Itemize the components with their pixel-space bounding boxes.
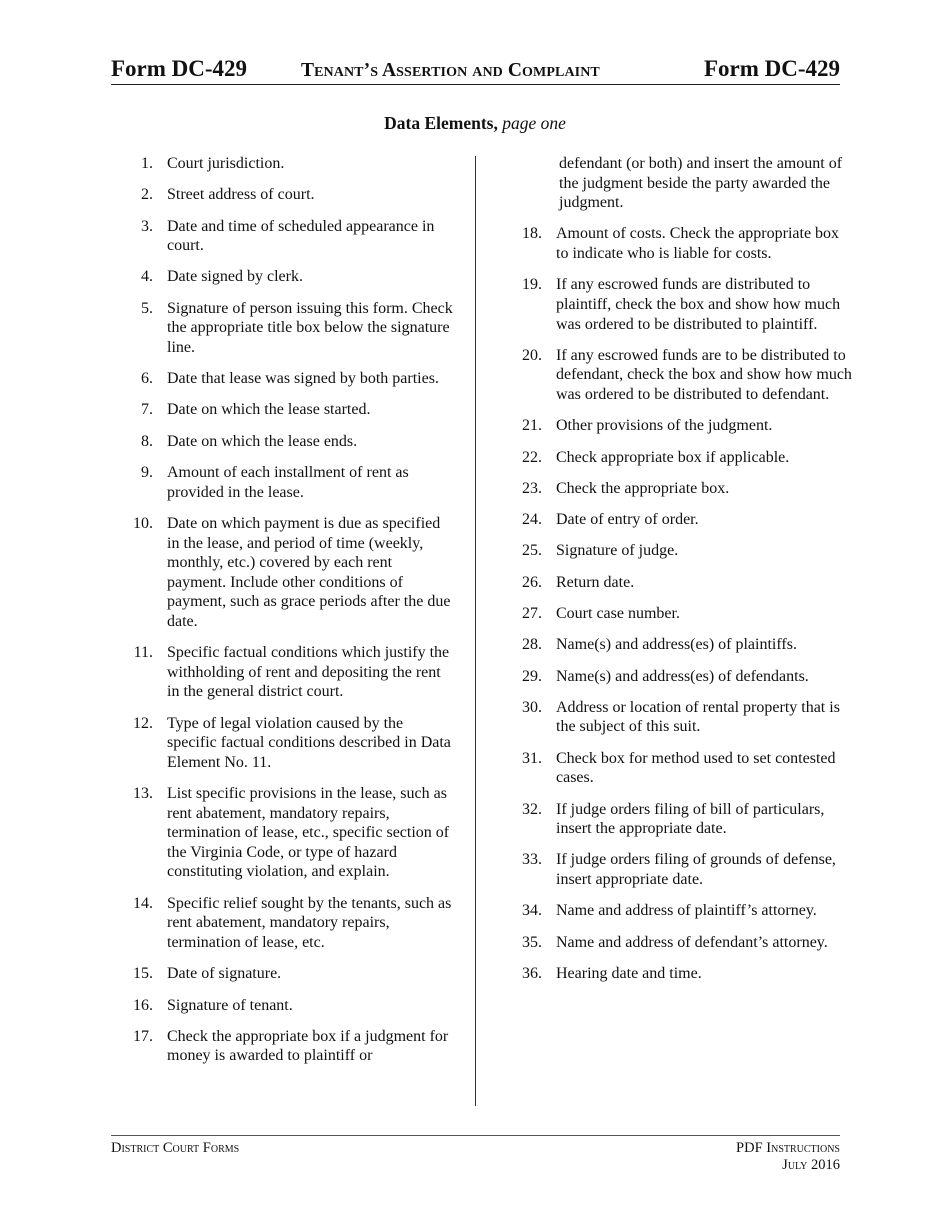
item-number: 15. bbox=[133, 965, 153, 983]
left-column bbox=[120, 154, 455, 1078]
item-number: 11. bbox=[133, 644, 153, 662]
footer-right bbox=[736, 1140, 840, 1174]
item-text: Amount of costs. Check the appropriate box to indicate who is liable for costs. bbox=[556, 225, 840, 263]
item-number: 16. bbox=[133, 996, 153, 1014]
item-text: Name and address of plaintiff’s attorney. bbox=[556, 902, 817, 920]
item-number: 2. bbox=[141, 186, 153, 204]
item-number: 4. bbox=[141, 268, 153, 286]
footer-right-line1: PDF Instructions bbox=[736, 1140, 840, 1156]
list-item bbox=[509, 933, 854, 953]
item-number: 9. bbox=[141, 464, 153, 482]
footer-right-line2: July 2016 bbox=[782, 1157, 840, 1173]
list-item bbox=[509, 275, 854, 334]
item-text: Name(s) and address(es) of plaintiffs. bbox=[556, 636, 797, 654]
form-title: Tenant’s Assertion and Complaint bbox=[301, 60, 600, 81]
item-number: 28. bbox=[522, 636, 542, 654]
footer-left: District Court Forms bbox=[111, 1140, 240, 1156]
item-text: Date on which the lease started. bbox=[167, 401, 371, 419]
item-number: 18. bbox=[522, 225, 542, 243]
item-text: If any escrowed funds are to be distributed to defendant, check the box and show how much was ordered to be distributed to defendant. bbox=[556, 346, 852, 403]
list-item bbox=[509, 346, 854, 405]
list-item bbox=[509, 573, 854, 593]
item-number: 19. bbox=[522, 276, 542, 294]
item-text: Signature of tenant. bbox=[167, 996, 293, 1014]
item-text: Other provisions of the judgment. bbox=[556, 417, 773, 435]
column-divider bbox=[475, 156, 476, 1106]
list-item bbox=[509, 667, 854, 687]
item-number: 36. bbox=[522, 964, 542, 982]
list-item bbox=[509, 510, 854, 530]
list-item bbox=[120, 185, 455, 205]
list-item bbox=[120, 299, 455, 358]
item-number: 30. bbox=[522, 698, 542, 716]
list-item bbox=[120, 514, 455, 632]
item-number: 33. bbox=[522, 851, 542, 869]
item-number: 14. bbox=[133, 894, 153, 912]
section-title-italic: page one bbox=[502, 113, 566, 133]
item-number: 22. bbox=[522, 448, 542, 466]
item-number: 20. bbox=[522, 346, 542, 364]
item-number: 34. bbox=[522, 902, 542, 920]
item-number: 12. bbox=[133, 714, 153, 732]
list-item bbox=[509, 448, 854, 468]
list-item bbox=[509, 850, 854, 889]
item-number: 3. bbox=[141, 217, 153, 235]
list-item bbox=[509, 749, 854, 788]
list-item bbox=[509, 541, 854, 561]
item-number: 32. bbox=[522, 800, 542, 818]
list-item bbox=[120, 784, 455, 882]
item-text: Check the appropriate box. bbox=[556, 479, 730, 497]
list-item bbox=[509, 698, 854, 737]
page-header bbox=[111, 56, 840, 85]
item-number: 5. bbox=[141, 299, 153, 317]
item-number: 1. bbox=[141, 155, 153, 172]
item-text: Court jurisdiction. bbox=[167, 155, 285, 172]
item-text: Specific factual conditions which justify the withholding of rent and depositing the rent in the general district court. bbox=[167, 644, 450, 701]
item-number: 13. bbox=[133, 785, 153, 803]
item-text: Check appropriate box if applicable. bbox=[556, 448, 790, 466]
list-item bbox=[120, 964, 455, 984]
item-text: Type of legal violation caused by the specific factual conditions described in Data Element No. 11. bbox=[167, 714, 451, 771]
list-item bbox=[509, 224, 854, 263]
item-text: Date signed by clerk. bbox=[167, 268, 303, 286]
list-item bbox=[120, 400, 455, 420]
section-title-bold: Data Elements, bbox=[384, 113, 498, 133]
item-number: 10. bbox=[133, 514, 153, 532]
item-text: Street address of court. bbox=[167, 186, 315, 204]
item-text: Name(s) and address(es) of defendants. bbox=[556, 667, 809, 685]
item-text: Hearing date and time. bbox=[556, 964, 702, 982]
item-number: 26. bbox=[522, 573, 542, 591]
item-number: 24. bbox=[522, 511, 542, 529]
item-number: 29. bbox=[522, 667, 542, 685]
item-number: 27. bbox=[522, 604, 542, 622]
item-text: If any escrowed funds are distributed to plaintiff, check the box and show how much was ordered to be distributed to plaintiff. bbox=[556, 276, 841, 333]
item-number: 35. bbox=[522, 933, 542, 951]
item-number: 21. bbox=[522, 417, 542, 435]
section-title bbox=[0, 112, 950, 134]
list-item bbox=[120, 217, 455, 256]
item-number: 31. bbox=[522, 749, 542, 767]
item-text: If judge orders filing of bill of particulars, insert the appropriate date. bbox=[556, 800, 825, 838]
list-item bbox=[120, 894, 455, 953]
item-number: 23. bbox=[522, 479, 542, 497]
list-item bbox=[509, 479, 854, 499]
form-number-left: Form DC-429 bbox=[111, 56, 248, 81]
item-text: Date on which payment is due as specified in the lease, and period of time (weekly, monthly, etc.) covered by each rent payment. Include other conditions of payment, such as grace periods after the due date. bbox=[167, 514, 451, 630]
item-text: Name and address of defendant’s attorney. bbox=[556, 933, 828, 951]
form-number-right: Form DC-429 bbox=[703, 56, 840, 81]
item-text: Signature of judge. bbox=[556, 542, 679, 560]
item-text: Date that lease was signed by both parties. bbox=[167, 370, 439, 388]
item-text: If judge orders filing of grounds of defense, insert appropriate date. bbox=[556, 851, 836, 889]
list-item bbox=[120, 154, 455, 174]
item-number: 7. bbox=[141, 401, 153, 419]
item-text: Address or location of rental property that is the subject of this suit. bbox=[556, 698, 840, 736]
item-text: Date of entry of order. bbox=[556, 511, 699, 529]
item-text: Court case number. bbox=[556, 604, 680, 622]
item-text: Date and time of scheduled appearance in court. bbox=[167, 217, 435, 255]
list-item bbox=[509, 416, 854, 436]
list-item bbox=[120, 432, 455, 452]
item-number: 8. bbox=[141, 432, 153, 450]
item-text: Date of signature. bbox=[167, 965, 282, 983]
list-item bbox=[509, 604, 854, 624]
list-item bbox=[120, 267, 455, 287]
right-data-element-list bbox=[509, 224, 854, 983]
list-item bbox=[509, 800, 854, 839]
item-17-continuation: defendant (or both) and insert the amount of the judgment beside the party awarded the judgment. bbox=[559, 155, 843, 212]
list-item bbox=[120, 714, 455, 773]
page-footer bbox=[111, 1135, 840, 1173]
list-item bbox=[509, 964, 854, 984]
item-text: List specific provisions in the lease, such as rent abatement, mandatory repairs, termination of lease, etc., specific section of the Virginia Code, or type of hazard constituting violation, and explain. bbox=[167, 785, 450, 881]
item-number: 25. bbox=[522, 542, 542, 560]
left-data-element-list bbox=[120, 154, 455, 1066]
list-item bbox=[120, 369, 455, 389]
list-item bbox=[509, 635, 854, 655]
item-text: Check the appropriate box if a judgment for money is awarded to plaintiff or bbox=[167, 1027, 449, 1065]
item-text: Signature of person issuing this form. Check the appropriate title box below the signature line. bbox=[167, 299, 453, 356]
item-text: Date on which the lease ends. bbox=[167, 432, 358, 450]
item-number: 17. bbox=[133, 1027, 153, 1045]
item-text: Specific relief sought by the tenants, such as rent abatement, mandatory repairs, termination of lease, etc. bbox=[167, 894, 452, 951]
item-number: 6. bbox=[141, 370, 153, 388]
list-item bbox=[509, 901, 854, 921]
list-item bbox=[120, 463, 455, 502]
item-text: Check box for method used to set contested cases. bbox=[556, 749, 836, 787]
list-item bbox=[120, 643, 455, 702]
list-item bbox=[120, 1027, 455, 1066]
item-text: Return date. bbox=[556, 573, 635, 591]
list-item bbox=[120, 996, 455, 1016]
item-text: Amount of each installment of rent as provided in the lease. bbox=[167, 464, 409, 501]
right-column bbox=[509, 154, 854, 995]
